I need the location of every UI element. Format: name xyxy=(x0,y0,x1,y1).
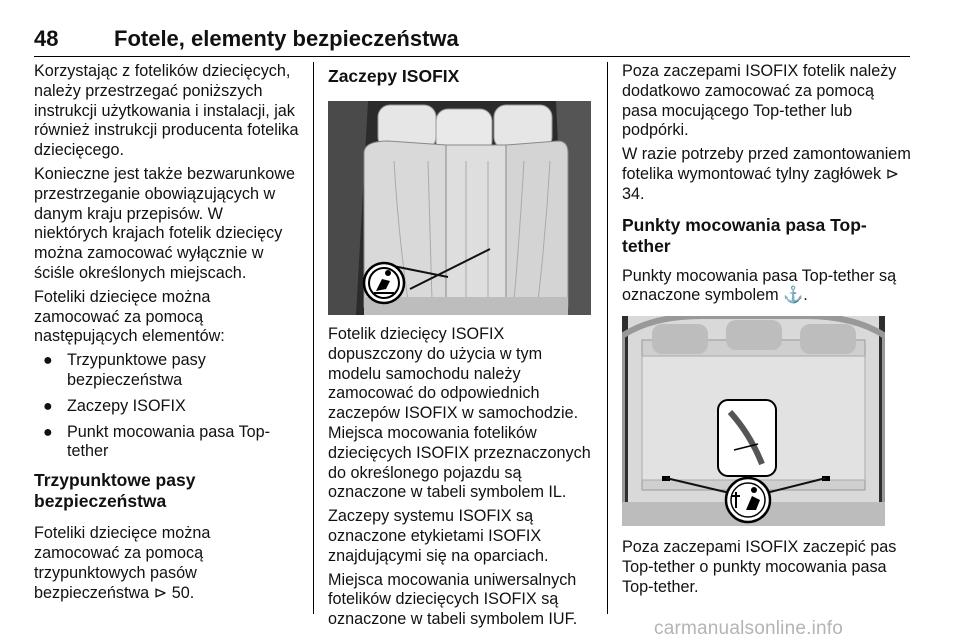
section-heading: Trzypunktowe pasy bezpieczeństwa xyxy=(34,470,196,512)
paragraph: Fotelik dziecięcy ISOFIX dopuszczony do użycia w tym modelu samochodu należy zamocować do odpowiednich zaczepów ISOFIX w samochodzie. Miejsca mocowania fotelików dziecięcych ISOFIX przeznaczonych do określonego pojazdu są oznaczone w tabeli symbolem IL. xyxy=(328,325,591,502)
column-divider xyxy=(313,62,314,614)
section-heading: Punkty mocowania pasa Top-tether xyxy=(622,214,867,256)
page-number: 48 xyxy=(34,26,59,51)
column-divider xyxy=(607,62,608,614)
top-tether-illustration xyxy=(622,316,885,526)
top-tether-anchor-icon: ⚓ xyxy=(783,286,804,305)
paragraph: Korzystając z fotelików dziecięcych, należy przestrzegać poniższych instrukcji użytkowania i instalacji, jak również instrukcji producenta fotelika dziecięcego. xyxy=(34,62,299,160)
column-3 xyxy=(622,62,912,602)
paragraph: Foteliki dziecięce można zamocować za pomocą trzypunktowych pasów bezpieczeństwa ⊳ 50. xyxy=(34,524,211,602)
column-2 xyxy=(328,62,594,634)
page-reference: 50. xyxy=(171,583,195,602)
paragraph: Zaczepy systemu ISOFIX są oznaczone etykietami ISOFIX znajdującymi się na oparciach. xyxy=(328,507,549,565)
paragraph: Poza zaczepami ISOFIX zaczepić pas Top-tether o punkty mocowania pasa Top-tether. xyxy=(622,538,897,596)
paragraph: Punkty mocowania pasa Top-tether są oznaczone symbolem ⚓. xyxy=(622,266,897,305)
chapter-title: Fotele, elementy bezpieczeństwa xyxy=(114,26,459,51)
bullet-icon: ● xyxy=(43,397,53,415)
column-1 xyxy=(34,62,300,607)
cross-reference-arrow-icon: ⊳ xyxy=(885,164,900,183)
isofix-seat-illustration xyxy=(328,101,591,315)
paragraph: Miejsca mocowania uniwersalnych fotelików dziecięcych ISOFIX są oznaczone w tabeli symbolem IUF. xyxy=(328,570,578,629)
bullet-list xyxy=(34,351,300,462)
page-header xyxy=(34,26,910,57)
page-reference: 34. xyxy=(622,184,645,203)
paragraph: W razie potrzeby przed zamontowaniem fotelika wymontować tylny zagłówek ⊳ 34. xyxy=(622,145,911,203)
list-item: ● Zaczepy ISOFIX xyxy=(43,396,186,415)
paragraph: Konieczne jest także bezwarunkowe przestrzeganie obowiązujących w danym kraju przepisów. W niektórych krajach fotelik dziecięcy można zamocować wyłącznie w ściśle określonych miejscach. xyxy=(34,164,295,282)
paragraph: Poza zaczepami ISOFIX fotelik należy dodatkowo zamocować za pomocą pasa mocującego Top-tether lub podpórki. xyxy=(622,62,897,140)
paragraph: Foteliki dziecięce można zamocować za pomocą następujących elementów: xyxy=(34,287,225,346)
list-item: ● Punkt mocowania pasa Top-tether xyxy=(43,422,271,461)
watermark: carmanualsonline.info xyxy=(654,618,844,639)
bullet-icon: ● xyxy=(43,352,53,370)
cross-reference-arrow-icon: ⊳ xyxy=(153,583,168,602)
bullet-icon: ● xyxy=(43,423,53,441)
list-item: ● Trzypunktowe pasy bezpieczeństwa xyxy=(43,351,206,389)
section-heading: Zaczepy ISOFIX xyxy=(328,66,460,86)
